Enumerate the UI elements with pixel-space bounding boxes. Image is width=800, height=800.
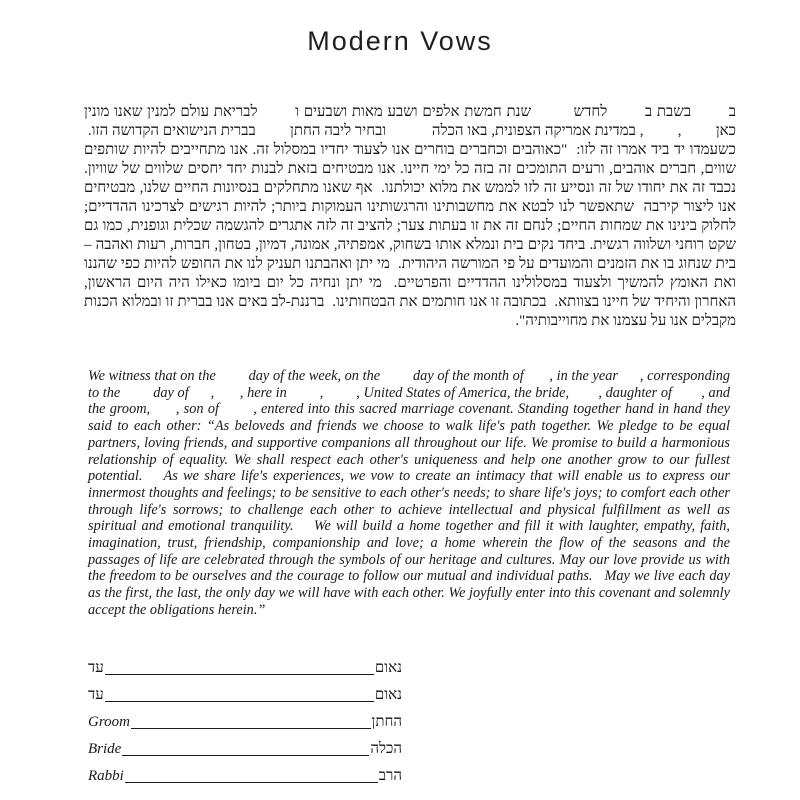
groom-label: Groom — [88, 714, 130, 730]
signature-line — [125, 781, 378, 783]
rabbi-label-hebrew: הרב — [378, 768, 402, 784]
witness-label-hebrew: עד — [88, 660, 104, 676]
signature-line — [131, 727, 371, 729]
groom-label-hebrew: החתן — [371, 714, 402, 730]
bride-label: Bride — [88, 741, 122, 757]
signature-row-groom — [88, 704, 402, 731]
witness-label-hebrew: עד — [88, 687, 104, 703]
signature-line — [105, 673, 374, 675]
signature-row-witness-1 — [88, 650, 402, 677]
rabbi-label: Rabbi — [88, 768, 124, 784]
declaration-label-hebrew: נאום — [374, 687, 402, 703]
signature-line — [105, 700, 374, 702]
english-vows-paragraph: We witness that on the day of the week, on the day of the month of , in the year , corresponding to the day of , , here in , , United States of America, the bride, , daughter of , and the groom, , son of , entered into this sacred marriage covenant. Standing together hand in hand they said to each other: “As beloveds and friends we choose to walk life's path together. We pledge to be equal partners, loving friends, and supportive companions all throughout our life. We promise to build a harmonious relationship of equality. We shall respect each other's uniqueness and help one another grow to our fullest potential. As we share life's experiences, we vow to create an intimacy that will enable us to express our innermost thoughts and feelings; to be sensitive to each other's needs; to share life's joys; to comfort each other through life's sorrows; to challenge each other to achieve intellectual and physical fulfillment as well as spiritual and emotional tranquility. We will build a home together and fill it with laughter, empathy, faith, imagination, trust, friendship, companionship and love; a home wherein the flow of the seasons and the passages of life are celebrated through the symbols of our heritage and cultures. May our love provide us with the freedom to be ourselves and the courage to follow our mutual and individual paths. May we live each day as the first, the last, the only day we will have with each other. We joyfully enter into this covenant and solemnly accept the obligations herein.” — [88, 368, 730, 618]
signature-row-rabbi — [88, 758, 402, 785]
page-title: Modern Vows — [307, 26, 493, 56]
hebrew-vows-paragraph: ב בשבת ב לחדש שנת חמשת אלפים ושבע מאות ושבעים ו לבריאת עולם למנין שאנו מונין כאן , , במדינת אמריקה הצפונית, באו הכלה ובחיר ליבה החתן בברית הנישואים הקדושה הזו. כשעמדו יד ביד אמרו זה לזו: "כאוהבים וכחברים בוחרים אנו לצעוד יחדיו במסלול זה. אנו מתחייבים להיות שותפים שווים, חברים אוהבים, ורעים התומכים זה בזה כל ימי חיינו. אנו מבטיחים בזאת לבנות יחד יחסים שלווים של שוויון. נכבד זה את יחודו של זה ונסייע זה לזו לממש את מלוא יכולתנו. אף שאנו מתחלקים בנסיונות החיים שלנו, מבטיחים אנו ליצור קירבה שתאפשר לנו לבטא את מחשבותינו והרגשותינו העמוקות ביותר; להיות רגישים לצרכינו ההדדיים; לחלוק בינינו את שמחות החיים; לנחם זה את זו בעתות צער; להציב זה לזה אתגרים להגשמה שכלית וגופנית, כמו גם שקט רוחני ושלווה רגשית. ביחד נקים בית ונמלא אותו בשחוק, אמפתיה, אמונה, דמיון, בטחון, חברות, רעות ואהבה – בית שנחוג בו את הזמנים והמועדים על פי המורשה היהודית. מי יתן ואהבתנו תעניק לנו את החופש להיות כפי שהננו ואת האומץ להמשיך ולצעוד במסלולינו ההדדיים והפרטיים. מי יתן ונחיה כל יום ביומו כאילו היה היום הראשון, האחרון והיחיד של חיינו בצוותא. בכתובה זו אנו חותמים את הבטחותינו. ברננת-לב באים אנו בברית זו ובמלוא הכנות מקבלים אנו על עצמנו את מחוייבותיה". — [84, 104, 736, 329]
signature-row-bride — [88, 731, 402, 758]
signature-row-witness-2 — [88, 677, 402, 704]
signature-line — [122, 754, 369, 756]
bride-label-hebrew: הכלה — [370, 741, 402, 757]
declaration-label-hebrew: נאום — [374, 660, 402, 676]
signature-block — [88, 650, 402, 785]
